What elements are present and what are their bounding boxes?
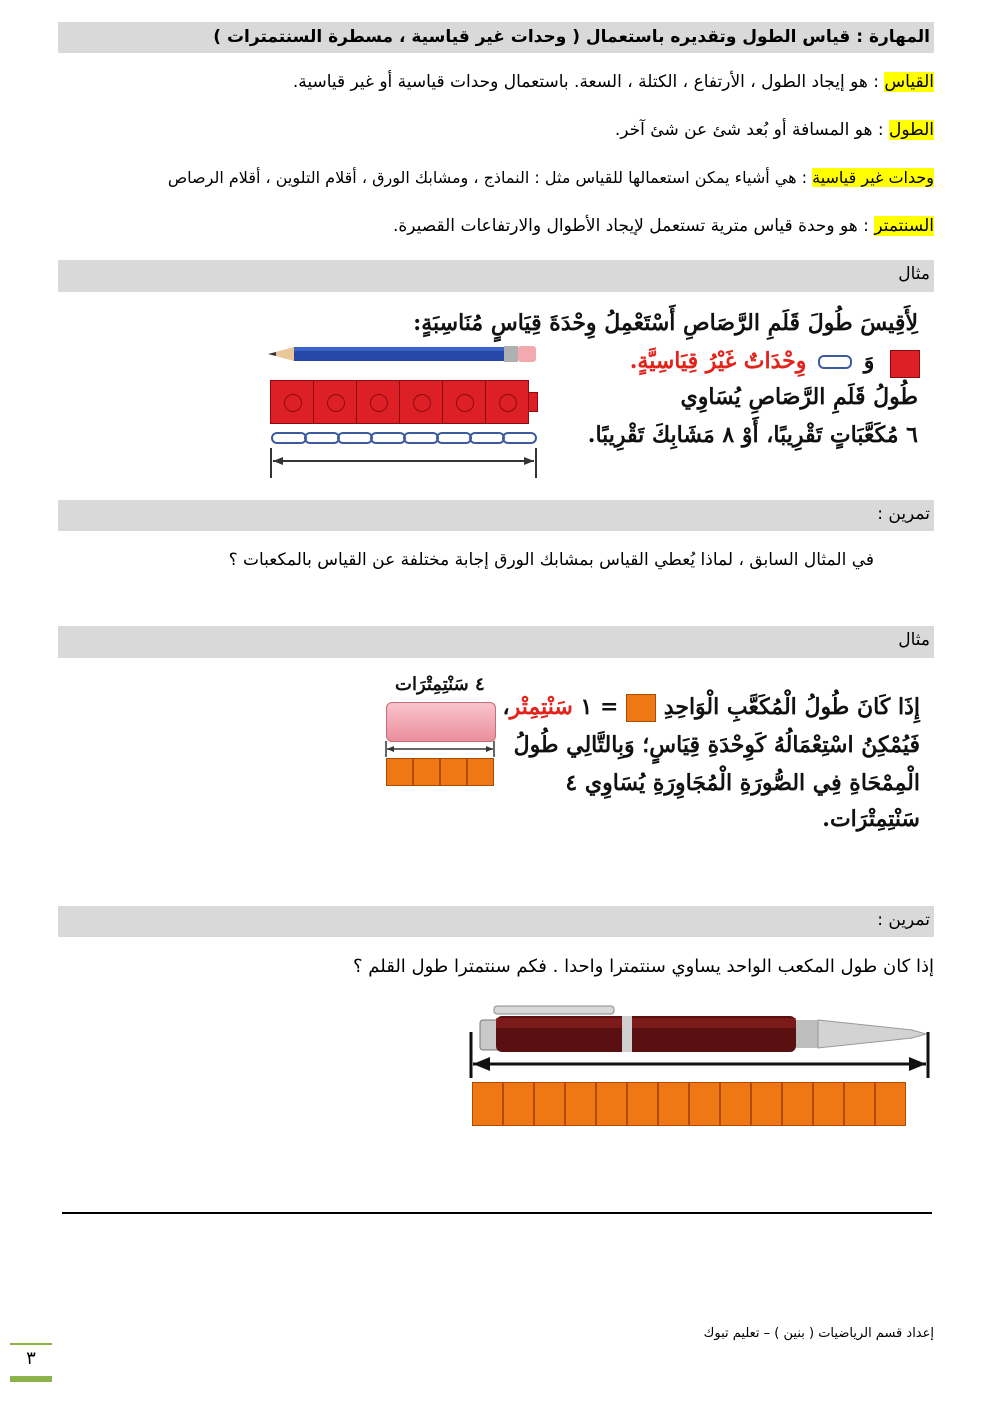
skill-title-bar	[58, 22, 934, 53]
measure-arrow	[468, 1032, 932, 1078]
orange-cube	[565, 1082, 596, 1126]
example2-line1-b: = ١	[580, 694, 619, 720]
orange-cube	[875, 1082, 906, 1126]
paper-clip-icon	[818, 355, 852, 369]
example2-line1-a: إِذَا كَانَ طُولُ الْمُكَعَّبِ الْوَاحِدِ	[663, 694, 920, 720]
example2-header-label: مثال	[898, 630, 930, 650]
orange-cube	[472, 1082, 503, 1126]
page-number: ٣	[26, 1348, 36, 1369]
red-cube	[313, 380, 357, 424]
orange-cube	[782, 1082, 813, 1126]
red-cube	[356, 380, 400, 424]
orange-cube	[386, 758, 413, 786]
orange-cube	[413, 758, 440, 786]
orange-cube	[720, 1082, 751, 1126]
definition-text: هو إيجاد الطول ، الأرتفاع ، الكتلة ، السعة. باستعمال وحدات قياسية أو غير قياسية.	[292, 72, 868, 92]
definition-centimeter	[393, 216, 934, 236]
pencil-image	[268, 342, 538, 366]
definition-nonstandard-units	[168, 168, 934, 187]
orange-cube	[813, 1082, 844, 1126]
eraser-image	[386, 702, 496, 742]
page-number-line-bottom	[10, 1376, 52, 1382]
example2-line4: سَنْتِمِتْرَات.	[822, 806, 920, 832]
orange-cube	[534, 1082, 565, 1126]
example2-line3: الْمِمْحَاةِ فِي الصُّورَةِ الْمُجَاوِرَةِ يُسَاوِي ٤	[565, 770, 920, 796]
red-cube	[442, 380, 486, 424]
example2-line2: فَيُمْكِنُ اسْتِعْمَالُهُ كَوِحْدَةِ قِيَاسٍ؛ وَبِالتَّالِي طُولُ	[513, 732, 920, 758]
example1-line2	[630, 348, 918, 374]
definition-separator: :	[872, 120, 890, 140]
example1-line3: طُولُ قَلَمِ الرَّصَاصِ يُسَاوِي	[680, 384, 918, 410]
orange-cube	[689, 1082, 720, 1126]
orange-cube	[751, 1082, 782, 1126]
red-cube-unit-icon	[890, 350, 920, 378]
footer-divider	[62, 1212, 932, 1214]
example1-and: وَ	[863, 348, 875, 374]
measure-arrow	[384, 740, 496, 758]
red-cube	[485, 380, 529, 424]
definition-term: القياس	[884, 72, 934, 92]
example2-line1-c: ،	[502, 694, 510, 720]
definition-text: هو المسافة أو بُعد شئ عن شئ آخر.	[614, 120, 873, 140]
red-cube	[270, 380, 314, 424]
definition-separator: :	[867, 72, 885, 92]
exercise1-header-label: تمرين :	[877, 504, 930, 524]
footer-credit: إعداد قسم الرياضيات ( بنين ) – تعليم تبوك	[703, 1326, 934, 1341]
example2-line1	[503, 694, 920, 722]
orange-cube	[503, 1082, 534, 1126]
exercise2-question: إذا كان طول المكعب الواحد يساوي سنتمترا واحدا . فكم سنتمترا طول القلم ؟	[353, 956, 934, 977]
definition-length	[615, 120, 934, 140]
example1-nonstandard-units: وِحْدَاتٌ غَيْرُ قِيَاسِيَّةٍ.	[629, 348, 807, 374]
orange-cube	[467, 758, 494, 786]
exercise2-header-label: تمرين :	[877, 910, 930, 930]
example2-header	[58, 626, 934, 658]
orange-cube	[844, 1082, 875, 1126]
orange-cube-icon	[626, 694, 656, 722]
definition-separator: :	[796, 168, 813, 187]
definition-separator: :	[857, 216, 875, 236]
definition-term: وحدات غير قياسية	[812, 168, 934, 187]
skill-text: قياس الطول وتقديره باستعمال ( وحدات غير قياسية ، مسطرة السنتمترات )	[213, 27, 851, 47]
definition-term: الطول	[889, 120, 934, 140]
eraser-label: ٤ سَنْتِمِتْرَات	[395, 674, 485, 695]
example1-line4: ٦ مُكَعَّبَاتٍ تَقْرِيبًا، أَوْ ٨ مَشَابِكَ تَقْرِيبًا.	[587, 422, 918, 448]
example2-centimeter: سَنْتِمِتْر	[509, 694, 573, 720]
orange-cube	[627, 1082, 658, 1126]
orange-cubes-row	[472, 1082, 906, 1126]
exercise1-question: في المثال السابق ، لماذا يُعطي القياس بمشابك الورق إجابة مختلفة عن القياس بالمكعبات ؟	[228, 550, 874, 570]
example1-header-label: مثال	[898, 264, 930, 284]
exercise2-header	[58, 906, 934, 937]
definition-measurement	[293, 72, 934, 92]
page-number-line-top	[10, 1343, 52, 1345]
measure-arrow	[268, 446, 540, 480]
orange-cube	[440, 758, 467, 786]
orange-cube	[596, 1082, 627, 1126]
red-cube-connector	[528, 392, 538, 412]
orange-cubes-row	[386, 758, 494, 786]
skill-label: المهارة :	[856, 27, 930, 47]
definition-term: السنتمتر	[874, 216, 934, 236]
example1-line1: لِأَقِيسَ طُولَ قَلَمِ الرَّصَاصِ أَسْتَعْمِلُ وِحْدَةَ قِيَاسٍ مُنَاسِبَةٍ:	[413, 310, 918, 336]
orange-cube	[658, 1082, 689, 1126]
definition-text: هي أشياء يمكن استعمالها للقياس مثل : النماذج ، ومشابك الورق ، أقلام التلوين ، أقلام الرصاص	[167, 168, 797, 187]
paper-clips-row	[270, 430, 538, 446]
definition-text: هو وحدة قياس مترية تستعمل لإيجاد الأطوال والارتفاعات القصيرة.	[392, 216, 858, 236]
example1-header	[58, 260, 934, 292]
red-cube	[399, 380, 443, 424]
exercise1-header	[58, 500, 934, 531]
